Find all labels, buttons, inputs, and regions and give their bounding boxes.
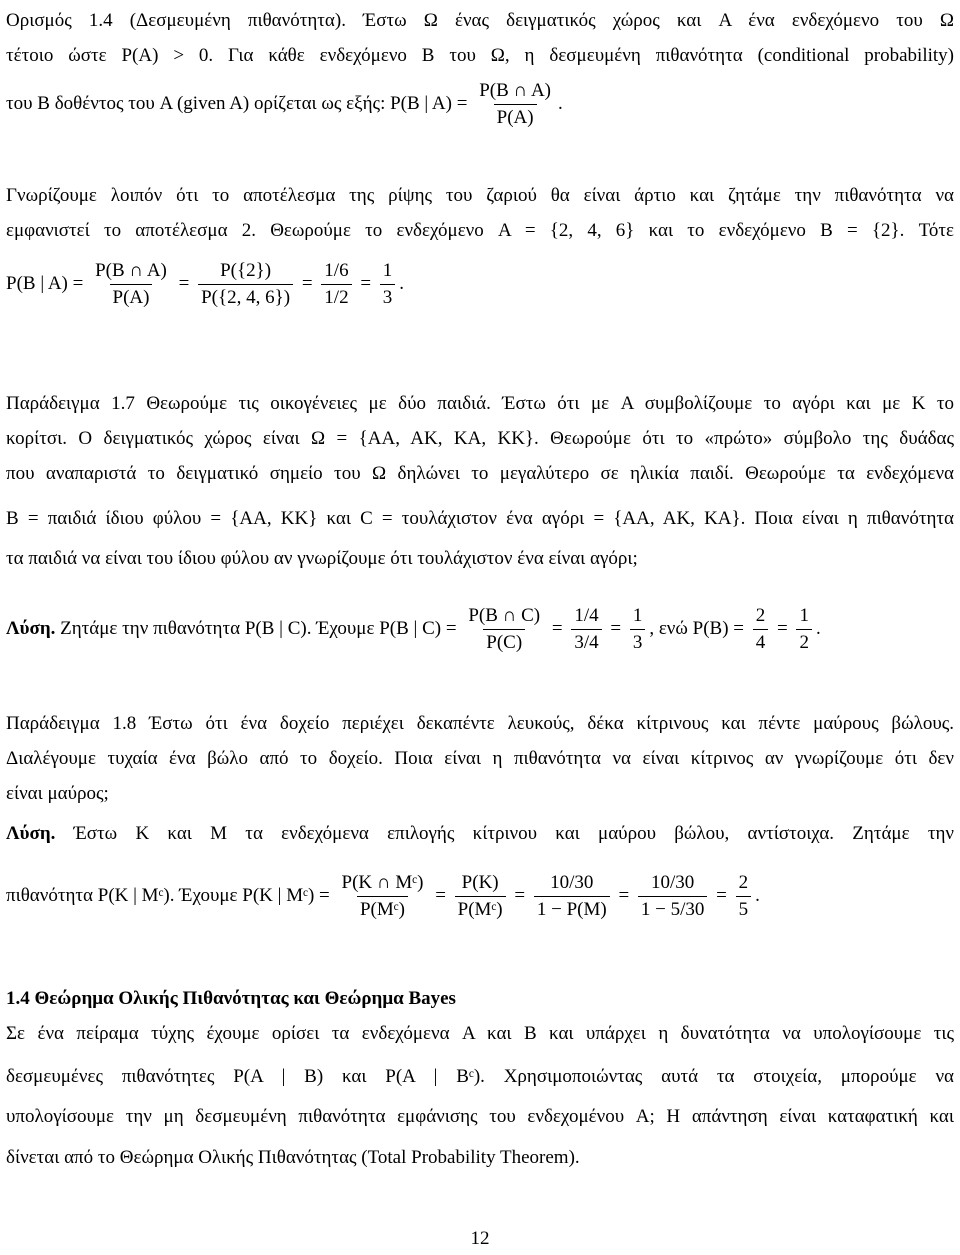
solution-label: Λύση. bbox=[6, 823, 56, 844]
ex8-f5-den: 5 bbox=[736, 896, 752, 923]
section-heading: 1.4 Θεώρημα Ολικής Πιθανότητας και Θεώρημα Bayes bbox=[6, 988, 456, 1009]
ex8-f4-den: 1 − 5/30 bbox=[638, 896, 708, 923]
ex8-f1-den: P(Mᶜ) bbox=[357, 896, 408, 923]
sol-fraction-5 bbox=[796, 603, 812, 656]
example-1-7-line-2: κορίτσι. Ο δειγματικός χώρος είναι Ω = {AA, AK, KA, KK}. Θεωρούμε ότι το «πρώτο» σύμβολο της δυάδας bbox=[6, 428, 954, 449]
example-1-7-line-1: Παράδειγμα 1.7 Θεωρούμε τις οικογένειες με δύο παιδιά. Έστω ότι με A συμβολίζουμε το αγόρι και με K το bbox=[6, 393, 954, 414]
ex8-fraction-1 bbox=[339, 870, 427, 923]
section-line-1: Σε ένα πείραμα τύχης έχουμε ορίσει τα ενδεχόμενα A και B και υπάρχει η δυνατότητα να υπολογίσουμε τις bbox=[6, 1023, 954, 1044]
dice-f3-num: 1/6 bbox=[324, 260, 349, 281]
dice-f3-den: 1/2 bbox=[321, 284, 351, 311]
example-1-8-line-3: είναι μαύρος; bbox=[6, 783, 109, 804]
sol-f1-den: P(C) bbox=[483, 629, 525, 656]
ex8-fraction-2 bbox=[455, 870, 506, 923]
example-1-8-formula: πιθανότητα P(K | Mᶜ). Έχουμε P(K | Mᶜ) = $\frac{\text{P(K ∩ Mᶜ)}}{\text{P(Mᶜ)}}$ = $\frac{P(K)}{\text{P(Mᶜ)}}$ = $\frac{10/30}{1 - P(M)}$ = $\frac{10/30}{1 - 5/30}$ = $\frac{2}{5}$ . bbox=[6, 870, 954, 923]
ex8-f2-num: P(K) bbox=[461, 872, 499, 893]
dice-fraction-4 bbox=[380, 258, 396, 311]
example-1-7-solution: Λύση. Ζητάμε την πιθανότητα P(B | C). Έχουμε P(B | C) = $\frac{P(B \cap C)}{P(C)}$ = $\frac{1/4}{3/4}$ = $\frac{1}{3}$ , ενώ P(B) = $\frac{2}{4}$ = $\frac{1}{2}$ . bbox=[6, 603, 954, 656]
sol-f4-num: 2 bbox=[755, 605, 766, 626]
ex8-fraction-5 bbox=[736, 870, 752, 923]
sol-f3-num: 1 bbox=[632, 605, 643, 626]
example-1-8-solution-line-1 bbox=[6, 823, 954, 845]
sol-f5-den: 2 bbox=[796, 629, 812, 656]
dice-line-2: εμφανιστεί το αποτέλεσμα 2. Θεωρούμε το ενδεχόμενο A = {2, 4, 6} και το ενδεχόμενο B = {2}. Τότε bbox=[6, 220, 954, 241]
definition-line-3: του B δοθέντος του A (given A) ορίζεται ως εξής: P(B | A) = $\frac{P(B \cap A)}{P(A)}$ . bbox=[6, 78, 954, 131]
ex8-fraction-4 bbox=[638, 870, 708, 923]
solution-text: Έστω K και M τα ενδεχόμενα επιλογής κίτρινου και μαύρου βώλου, αντίστοιχα. Ζητάμε την bbox=[73, 823, 954, 844]
sol-f5-num: 1 bbox=[799, 605, 809, 626]
sol-fraction-1 bbox=[465, 603, 543, 656]
formula-lead: πιθανότητα P(K | Mᶜ). Έχουμε P(K | Mᶜ) = bbox=[6, 884, 330, 906]
sol-f2-den: 3/4 bbox=[571, 629, 601, 656]
sol-f2-num: 1/4 bbox=[574, 605, 599, 626]
definition-line-2: τέτοιο ώστε P(A) > 0. Για κάθε ενδεχόμενο B του Ω, η δεσμευμένη πιθανότητα (conditional probability) bbox=[6, 45, 954, 66]
section-line-3: υπολογίσουμε την μη δεσμευμένη πιθανότητα εμφάνισης του ενδεχομένου A; Η απάντηση είναι καταφατική και bbox=[6, 1106, 954, 1127]
example-1-7-line-4: B = παιδιά ίδιου φύλου = {AA, KK} και C = τουλάχιστον ένα αγόρι = {AA, AK, KA}. Ποια είναι η πιθανότητα bbox=[6, 508, 954, 529]
example-1-8-line-2: Διαλέγουμε τυχαία ένα βώλο από το δοχείο. Ποια είναι η πιθανότητα να είναι κίτρινος αν γνωρίζουμε ότι δεν bbox=[6, 748, 954, 769]
ex8-f3-den: 1 − P(M) bbox=[534, 896, 610, 923]
formula-numerator: P(B ∩ A) bbox=[479, 80, 551, 101]
ex8-fraction-3 bbox=[534, 870, 610, 923]
sol-mid-text: , ενώ P(B) = bbox=[649, 617, 745, 639]
dice-fraction-3 bbox=[321, 258, 351, 311]
sol-f1-num: P(B ∩ C) bbox=[468, 605, 541, 626]
solution-text: Ζητάμε την πιθανότητα P(B | C). Έχουμε P(B | C) = bbox=[60, 617, 457, 639]
sol-fraction-4 bbox=[753, 603, 769, 656]
dice-formula: P(B | A) = $\frac{P(B \cap A)}{P(A)}$ = $\frac{P(\{2\})}{P(\{2, 4, 6\})}$ = $\frac{1/6}{1/2}$ = $\frac{1}{3}$ . bbox=[6, 258, 954, 311]
dice-f2-num: P({2}) bbox=[220, 260, 272, 281]
ex8-f3-num: 10/30 bbox=[550, 872, 594, 893]
dice-f4-den: 3 bbox=[380, 284, 396, 311]
solution-label: Λύση. bbox=[6, 617, 56, 639]
dice-f1-num: P(B ∩ A) bbox=[95, 260, 167, 281]
ex8-f5-num: 2 bbox=[738, 872, 749, 893]
definition-text: του B δοθέντος του A (given A) ορίζεται ως εξής: P(B | A) = bbox=[6, 92, 468, 114]
sol-f3-den: 3 bbox=[630, 629, 646, 656]
conditional-probability-formula bbox=[476, 78, 554, 131]
example-1-8-line-1: Παράδειγμα 1.8 Έστω ότι ένα δοχείο περιέχει δεκαπέντε λευκούς, δέκα κίτρινους και πέντε μαύρους βώλους. bbox=[6, 713, 954, 734]
dice-f1-den: P(A) bbox=[110, 284, 153, 311]
example-1-7-line-5: τα παιδιά να είναι του ίδιου φύλου αν γνωρίζουμε ότι τουλάχιστον ένα είναι αγόρι; bbox=[6, 548, 638, 569]
dice-line-1: Γνωρίζουμε λοιπόν ότι το αποτέλεσμα της ρίψης του ζαριού θα είναι άρτιο και ζητάμε την πιθανότητα να bbox=[6, 185, 954, 206]
dice-lhs: P(B | A) = bbox=[6, 272, 84, 294]
ex8-f1-num: P(K ∩ Mᶜ) bbox=[341, 872, 424, 893]
sol-fraction-2 bbox=[571, 603, 601, 656]
dice-f4-num: 1 bbox=[382, 260, 393, 281]
dice-fraction-1 bbox=[92, 258, 170, 311]
definition-line-1: Ορισμός 1.4 (Δεσμευμένη πιθανότητα). Έστω Ω ένας δειγματικός χώρος και A ένα ενδεχόμενο του Ω bbox=[6, 10, 954, 31]
sol-fraction-3 bbox=[630, 603, 646, 656]
ex8-f2-den: P(Mᶜ) bbox=[455, 896, 506, 923]
sol-f4-den: 4 bbox=[753, 629, 769, 656]
dice-f2-den: P({2, 4, 6}) bbox=[198, 284, 293, 311]
dice-fraction-2 bbox=[198, 258, 293, 311]
section-line-2: δεσμευμένες πιθανότητες P(A | B) και P(A | Bᶜ). Χρησιμοποιώντας αυτά τα στοιχεία, μπορούμε να bbox=[6, 1066, 954, 1087]
ex8-f4-num: 10/30 bbox=[651, 872, 695, 893]
formula-denominator: P(A) bbox=[494, 104, 537, 131]
section-line-4: δίνεται από το Θεώρημα Ολικής Πιθανότητας (Total Probability Theorem). bbox=[6, 1147, 580, 1168]
example-1-7-line-3: που αναπαριστά το δειγματικό σημείο του Ω δηλώνει το μεγαλύτερο σε ηλικία παιδί. Θεωρούμε τα ενδεχόμενα bbox=[6, 463, 954, 484]
page-number: 12 bbox=[470, 1228, 490, 1249]
